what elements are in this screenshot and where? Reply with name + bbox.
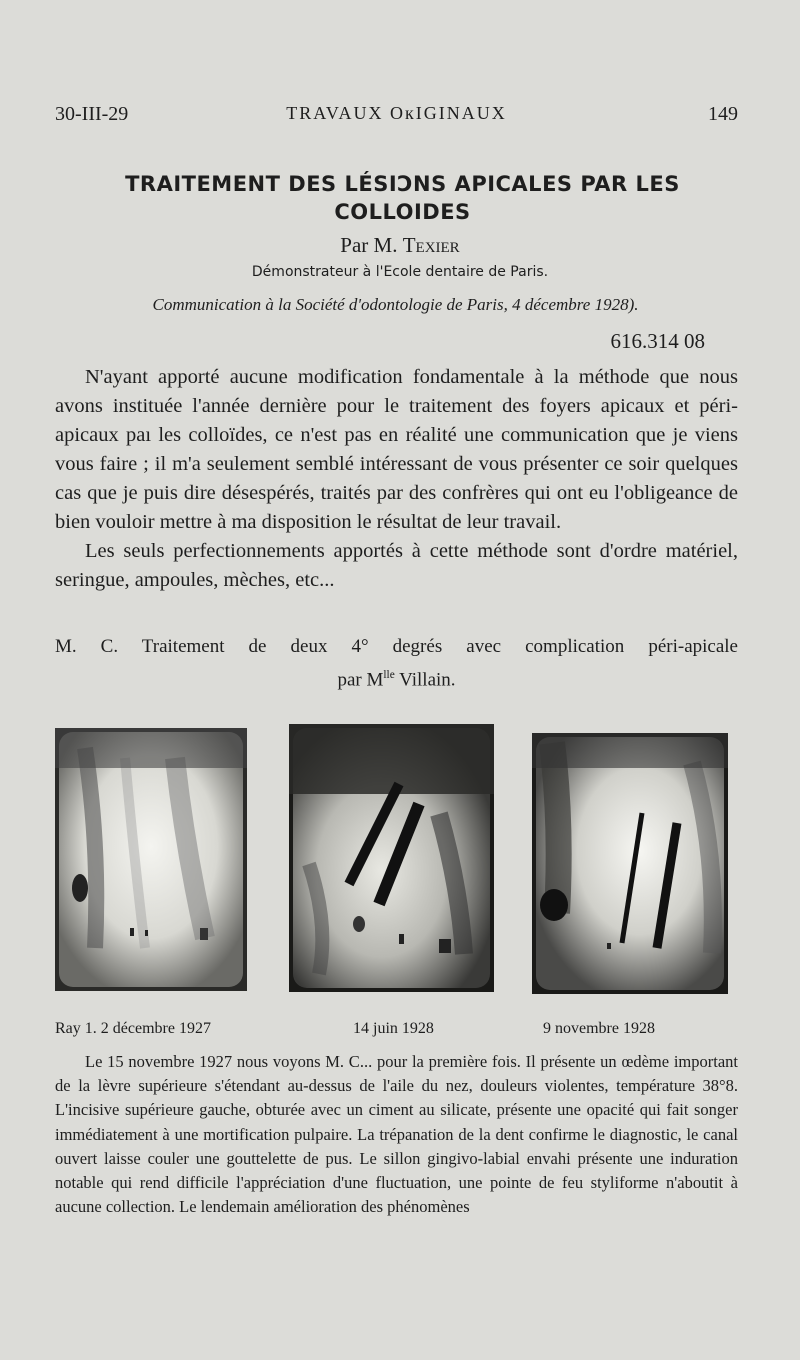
xray-figure-3	[532, 733, 728, 994]
xray-caption-3: 9 novembre 1928	[543, 1020, 655, 1037]
issue-date: 30-III-29	[55, 103, 129, 125]
case-heading-line-2: par $M^{lle}$ Villain.	[337, 669, 456, 691]
communication-note: Communication à la Société d'odontologie de Paris, 4 décembre 1928).	[152, 295, 639, 314]
author-affiliation: Démonstrateur à l'Ecole dentaire de Paris.	[251, 264, 549, 280]
xray-figure-1	[55, 728, 247, 991]
xray-figure-2	[289, 724, 494, 992]
xray-caption-1: Ray 1. 2 décembre 1927	[55, 1020, 211, 1037]
case-description	[55, 1050, 738, 1219]
classification-number: 616.314 08	[610, 329, 705, 353]
xray-caption-2: 14 juin 1928	[353, 1020, 434, 1037]
section-title: TRAVAUX OкIGINAUX	[286, 103, 507, 123]
paragraph: Les seuls perfectionnements apportés à cette méthode sont d'ordre matériel, seringue, ampoules, mèches, etc...	[55, 540, 738, 591]
page-number: 149	[708, 103, 738, 125]
author-name: Texier	[402, 233, 460, 257]
running-head	[55, 103, 738, 133]
author-prefix: Par M.	[340, 233, 403, 257]
case-heading	[55, 632, 738, 694]
paragraph: N'ayant apporté aucune modification fondamentale à la méthode que nous avons instituée l'année dernière pour le traitement des foyers apicaux et péri-apicaux paı les colloïdes, ce n'est pas en réalité une communication que je viens vous faire ; il m'a seulement semblé intéressant de vous présenter ce soir quelques cas que je puis dire désespérés, traités par des confrères qui ont eu l'obligeance de bien vouloir mettre à ma disposition le résultat de leur travail.	[55, 366, 738, 533]
paragraph: Le 15 novembre 1927 nous voyons M. C... pour la première fois. Il présente un œdème important de la lèvre supérieure s'étendant au-dessus de l'aile du nez, douleurs violentes, température 38°8. L'incisive supérieure gauche, obturée avec un ciment au silicate, présente une opacité qui fait songer immédiatement à une mortification pulpaire. La trépanation de la dent confirme le diagnostic, le canal ouvert laisse couler une gouttelette de pus. Le sillon gingivo-labial envahi présente une induration notable qui rend difficile l'appréciation d'une fluctuation, une pointe de feu styliforme n'aboutit à aucune collection. Le lendemain amélioration des phénomènes	[55, 1052, 738, 1217]
article-title: TRAITEMENT DES LÉSIƆNS APICALES PAR LES COLLOIDES	[125, 172, 680, 224]
case-heading-line-1: M. C. Traitement de deux 4° degrés avec complication péri-apicale	[55, 636, 738, 657]
author-line	[0, 233, 800, 258]
intro-text	[55, 363, 738, 595]
